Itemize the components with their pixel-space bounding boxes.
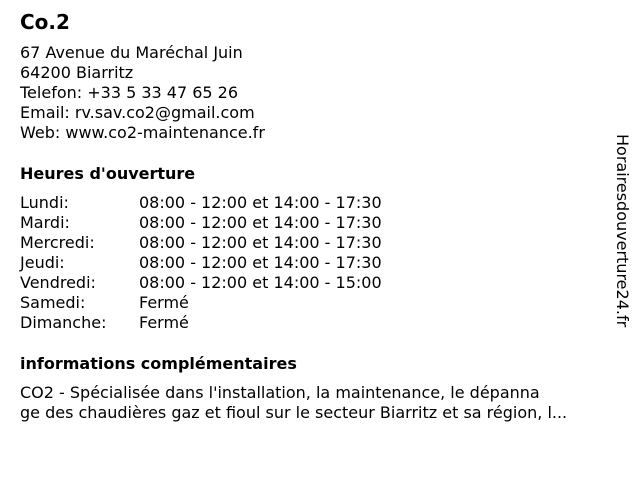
- hours-time: 08:00 - 12:00 et 14:00 - 17:30: [139, 193, 382, 212]
- hours-time: 08:00 - 12:00 et 14:00 - 17:30: [139, 253, 382, 272]
- description-line: ge des chaudières gaz et fioul sur le secteur Biarritz et sa région, l...: [20, 403, 568, 422]
- hours-heading: Heures d'ouverture: [20, 164, 196, 183]
- hours-day: Mardi:: [20, 213, 70, 232]
- description-line: CO2 - Spécialisée dans l'installation, la maintenance, le dépanna: [20, 383, 540, 402]
- hours-day: Samedi:: [20, 293, 86, 312]
- hours-time: 08:00 - 12:00 et 14:00 - 17:30: [139, 233, 382, 252]
- phone-number: Telefon: +33 5 33 47 65 26: [20, 83, 239, 102]
- hours-time: Fermé: [139, 293, 189, 312]
- hours-day: Mercredi:: [20, 233, 95, 252]
- business-name: Co.2: [20, 10, 70, 34]
- hours-day: Lundi:: [20, 193, 69, 212]
- hours-time: 08:00 - 12:00 et 14:00 - 15:00: [139, 273, 382, 292]
- hours-day: Dimanche:: [20, 313, 107, 332]
- contact-block: [20, 43, 265, 143]
- email-address: Email: rv.sav.co2@gmail.com: [20, 103, 255, 122]
- hours-day: Jeudi:: [20, 253, 65, 272]
- business-description: [20, 383, 620, 423]
- address-street: 67 Avenue du Maréchal Juin: [20, 43, 243, 62]
- address-city: 64200 Biarritz: [20, 63, 134, 82]
- site-watermark: Horairesdouverture24.fr: [613, 134, 632, 328]
- hours-day: Vendredi:: [20, 273, 96, 292]
- info-heading: informations complémentaires: [20, 354, 297, 373]
- hours-time: Fermé: [139, 313, 189, 332]
- website: Web: www.co2-maintenance.fr: [20, 123, 265, 142]
- hours-time: 08:00 - 12:00 et 14:00 - 17:30: [139, 213, 382, 232]
